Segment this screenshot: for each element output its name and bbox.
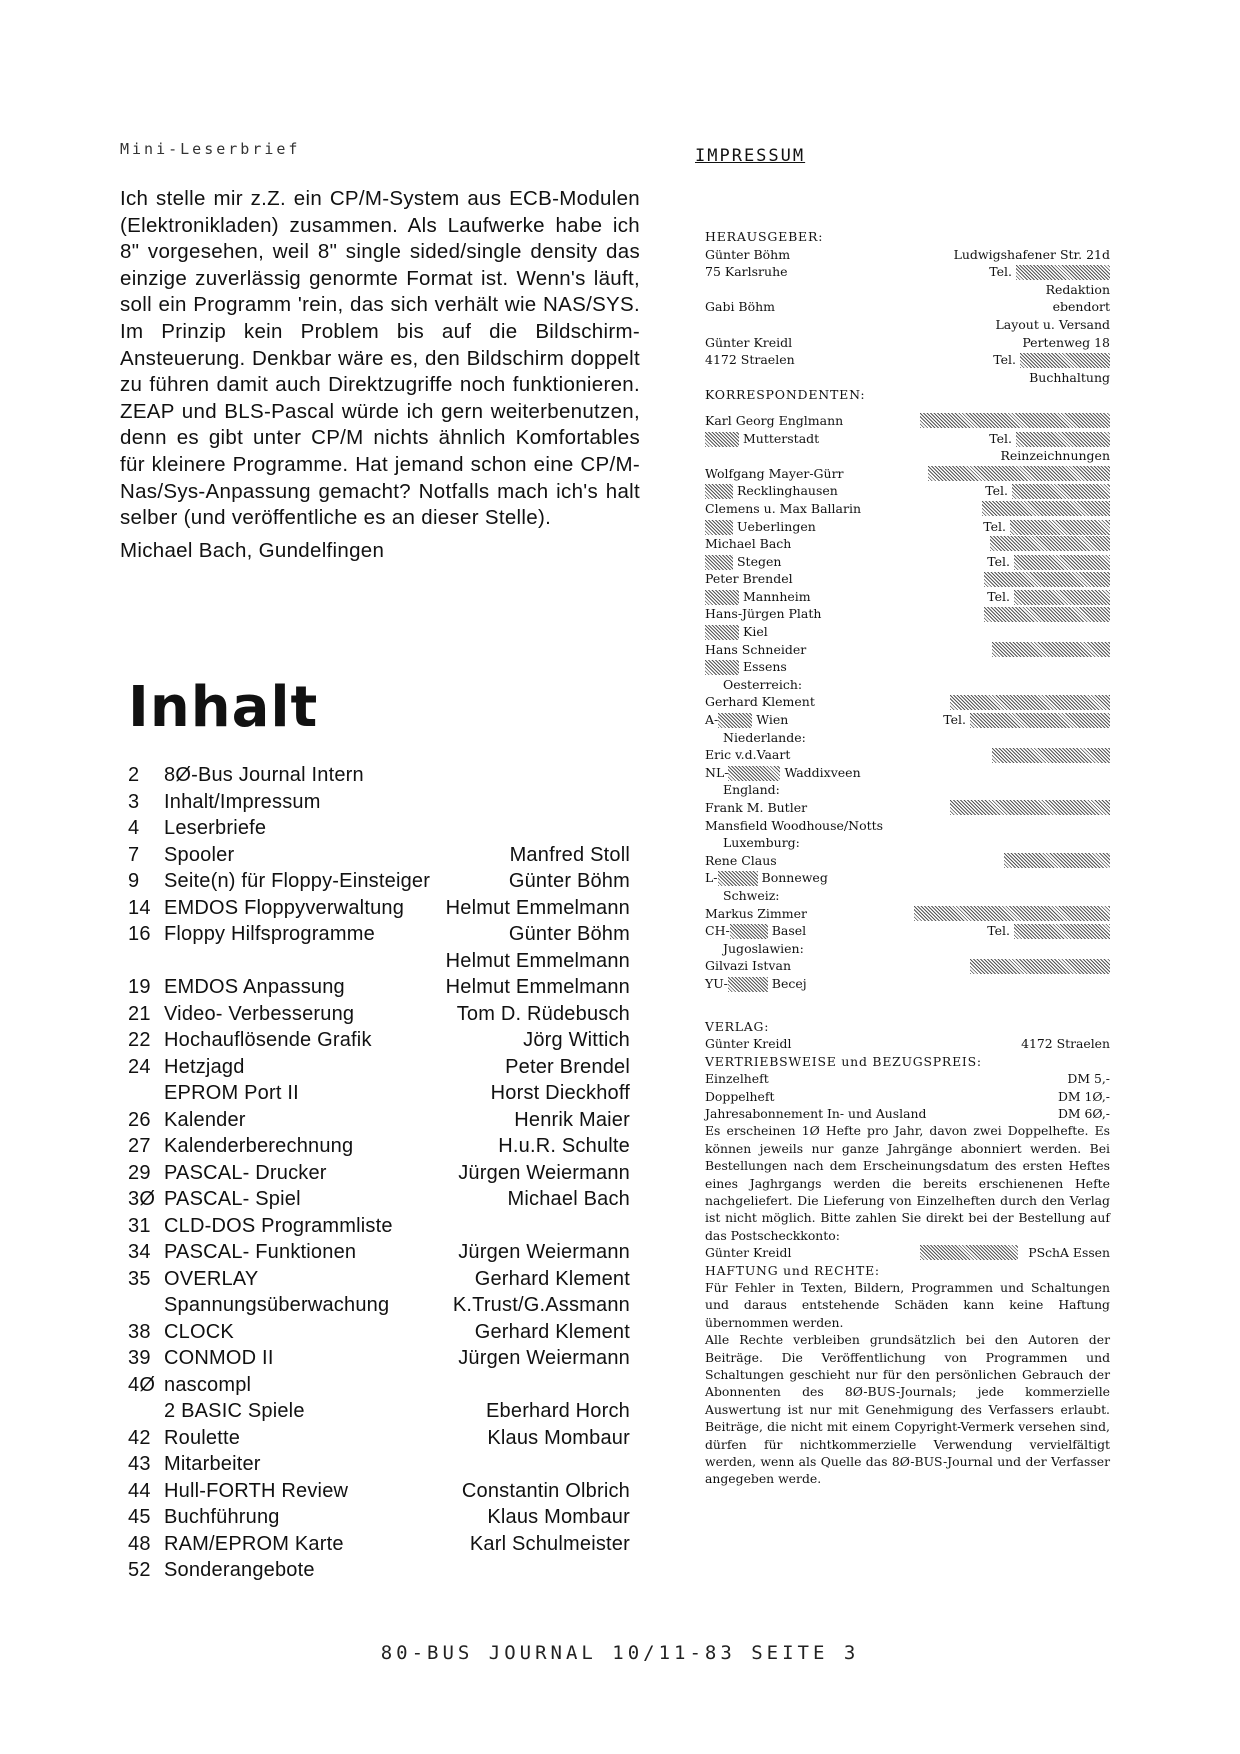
toc-page-number — [128, 1292, 164, 1319]
toc-row — [128, 1398, 630, 1425]
redacted-address — [928, 466, 1110, 481]
korr-city: Wien — [756, 712, 789, 728]
toc-author: Klaus Mombaur — [487, 1426, 630, 1449]
redacted-zip — [705, 660, 739, 675]
haftung-text: Für Fehler in Texten, Bildern, Programmen und Schaltungen und daraus entstehende Schäden kann keine Haftung übernommen werden. — [705, 1279, 1110, 1330]
toc-row — [128, 1054, 630, 1081]
rechte-text: Alle Rechte verbleiben grundsätzlich bei den Autoren der Beiträge. Die Veröffentlichung von Programmen und Schaltungen geschieht nur für den persönlichen Gebrauch der Abonnenten des 8Ø-BUS-Journals; jede kommerzielle Auswertung ist nur mit Genehmigung des Verfassers erlaubt. Beiträge, die nicht mit einem Copyright-Vermerk versehen sind, dürfen für nichtkommerzielle Verwendung vervielfältigt werden, wenn als Quelle das 8Ø-BUS-Journal und der Verfasser angegeben werde. — [705, 1332, 1110, 1487]
redacted-zip — [705, 590, 739, 605]
country-prefix: CH- — [705, 923, 730, 939]
korr-city: Mansfield Woodhouse/Notts — [705, 817, 884, 833]
toc-row — [128, 1080, 630, 1107]
korr-name: Eric v.d.Vaart — [705, 747, 791, 763]
tel-label: Tel. — [993, 352, 1017, 368]
toc-page-number: 2 — [128, 764, 140, 786]
toc-page-number: 39 — [128, 1347, 151, 1369]
toc-row — [128, 1239, 630, 1266]
toc-page-number — [128, 1398, 164, 1425]
toc-row — [128, 842, 630, 869]
price-value: DM 1Ø,- — [1057, 1088, 1110, 1104]
korr-city: Kiel — [742, 624, 768, 640]
toc-row — [128, 1213, 630, 1240]
toc-title: PASCAL- Drucker — [164, 1161, 327, 1184]
table-of-contents — [128, 762, 630, 1584]
toc-author: Peter Brendel — [505, 1055, 630, 1078]
toc-page-number: 9 — [128, 870, 140, 892]
redacted-zip — [705, 555, 733, 570]
redacted-address — [950, 800, 1110, 815]
tel-label: Tel. — [985, 483, 1009, 499]
herausgeber-address: Ludwigshafener Str. 21d — [953, 246, 1110, 262]
redacted-phone — [1016, 432, 1110, 447]
redacted-phone — [1010, 520, 1110, 535]
toc-title: CLD-DOS Programmliste — [164, 1214, 393, 1237]
toc-title: Inhalt/Impressum — [164, 790, 321, 813]
buchhaltung-city: 4172 Straelen — [705, 352, 795, 368]
korr-name: Markus Zimmer — [705, 905, 808, 921]
redacted-zip — [705, 432, 739, 447]
herausgeber-label: HERAUSGEBER: — [705, 229, 824, 244]
impressum-block — [705, 228, 1110, 993]
layout-label: Layout u. Versand — [995, 316, 1110, 332]
redacted-address — [970, 959, 1110, 974]
korr-city: Ueberlingen — [736, 518, 816, 534]
konto-bank: PSchA Essen — [1028, 1245, 1110, 1261]
toc-row — [128, 948, 630, 975]
toc-row — [128, 815, 630, 842]
toc-author: Günter Böhm — [508, 923, 630, 945]
tel-label: Tel. — [943, 712, 967, 728]
toc-author: Henrik Maier — [514, 1108, 630, 1131]
redacted-phone — [1014, 555, 1110, 570]
redacted-zip — [705, 484, 733, 499]
vertrieb-label: VERTRIEBSWEISE und BEZUGSPREIS: — [705, 1053, 982, 1069]
price-value: DM 6Ø,- — [1057, 1105, 1110, 1121]
korr-name: Hans-Jürgen Plath — [705, 606, 822, 622]
toc-title: Sonderangebote — [164, 1559, 315, 1581]
toc-title: PASCAL- Spiel — [164, 1188, 301, 1210]
toc-row — [128, 868, 630, 895]
toc-author: Constantin Olbrich — [461, 1479, 630, 1502]
toc-row — [128, 1319, 630, 1346]
korr-city: Essens — [742, 659, 787, 675]
redacted-address — [984, 572, 1110, 587]
toc-page-number: 48 — [128, 1532, 151, 1555]
korr-name: Michael Bach — [705, 536, 792, 552]
toc-page-number: 27 — [128, 1135, 151, 1157]
toc-row — [128, 1478, 630, 1505]
price-item: Jahresabonnement In- und Ausland — [705, 1105, 927, 1121]
toc-page-number: 52 — [128, 1559, 151, 1581]
country-label: Schweiz: — [723, 887, 780, 903]
toc-author: Helmut Emmelmann — [445, 896, 630, 919]
korr-city: Waddixveen — [784, 764, 861, 780]
redacted-zip — [728, 977, 768, 992]
redacted-zip — [718, 713, 752, 728]
redacted-address — [950, 695, 1110, 710]
tel-label: Tel. — [983, 518, 1007, 534]
toc-page-number: 42 — [128, 1426, 151, 1449]
toc-row — [128, 1266, 630, 1293]
toc-page-number: 16 — [128, 923, 151, 945]
toc-author: Jörg Wittich — [523, 1029, 630, 1051]
toc-row — [128, 921, 630, 948]
toc-page-number: 22 — [128, 1029, 151, 1051]
toc-title: Hetzjagd — [164, 1055, 245, 1078]
toc-author: Eberhard Horch — [486, 1400, 630, 1422]
herausgeber-name: Günter Böhm — [705, 246, 791, 262]
redacted-zip — [718, 871, 758, 886]
redaktion-name: Gabi Böhm — [705, 299, 776, 315]
toc-author: Michael Bach — [507, 1188, 630, 1210]
toc-title: EMDOS Floppyverwaltung — [164, 896, 405, 919]
korr-name: Peter Brendel — [705, 571, 793, 587]
toc-page-number — [128, 948, 164, 975]
toc-author: Gerhard Klement — [474, 1267, 630, 1290]
buchhaltung-label: Buchhaltung — [1029, 369, 1110, 385]
toc-author: Jürgen Weiermann — [458, 1241, 630, 1263]
country-label: Jugoslawien: — [723, 940, 804, 956]
toc-page-number: 19 — [128, 976, 151, 998]
toc-row — [128, 1186, 630, 1213]
redacted-address — [992, 748, 1110, 763]
letter-body: Ich stelle mir z.Z. ein CP/M-System aus ECB-Modulen (Elektronikladen) zusammen. Als Laufwerke habe ich 8" vorgesehen, weil 8" single sided/single density das einzige zuverlässig genormte Format ist. Wenn's läuft, soll ein Programm 'rein, das sich verhält wie NAS/SYS. Im Prinzip kein Problem bis auf die Bildschirm-Ansteuerung. Denkbar wäre es, den Bildschirm doppelt zu führen damit auch Direktzugriffe noch funktionieren. ZEAP und BLS-Pascal würde ich gern weiterbenutzen, denn es gibt unter CP/M nichts ähnlich Komfortables für kleinere Programme. Hat jemand schon eine CP/M-Nas/Sys-Anpassung gemacht? Notfalls mach ich's halt selber (und veröffentliche es an dieser Stelle). — [120, 187, 640, 530]
toc-title: Floppy Hilfsprogramme — [164, 923, 375, 945]
mini-leserbrief-title: Mini-Leserbrief — [120, 140, 301, 158]
redacted-address — [984, 607, 1110, 622]
toc-title: CONMOD II — [164, 1347, 274, 1369]
price-value: DM 5,- — [1067, 1071, 1110, 1087]
toc-row — [128, 1292, 630, 1319]
korr-name: Gerhard Klement — [705, 694, 815, 710]
korr-city: Mutterstadt — [742, 430, 820, 446]
toc-title: Video- Verbesserung — [164, 1002, 355, 1025]
toc-row — [128, 1027, 630, 1054]
korr-city: Mannheim — [742, 588, 811, 604]
redacted-address — [992, 642, 1110, 657]
toc-title: PASCAL- Funktionen — [164, 1241, 357, 1263]
toc-row — [128, 974, 630, 1001]
redacted-address — [920, 413, 1110, 428]
country-label: Luxemburg: — [723, 835, 800, 851]
country-label: Niederlande: — [723, 729, 806, 745]
tel-label: Tel. — [987, 588, 1011, 604]
tel-label: Tel. — [989, 430, 1013, 446]
toc-row — [128, 762, 630, 789]
korr-name: Clemens u. Max Ballarin — [705, 500, 862, 516]
toc-title: Spannungsüberwachung — [164, 1294, 390, 1316]
country-prefix: A- — [705, 712, 719, 728]
redacted-phone — [1020, 353, 1110, 368]
toc-title — [164, 948, 446, 975]
redacted-address — [982, 501, 1110, 516]
redacted-zip — [705, 520, 733, 535]
tel-label: Tel. — [989, 264, 1013, 280]
verlag-section — [705, 1018, 1110, 1488]
korr-city: Recklinghausen — [736, 483, 838, 499]
korrespondenten-label: KORRESPONDENTEN: — [705, 387, 866, 403]
toc-author: K.Trust/G.Assmann — [452, 1294, 630, 1316]
toc-page-number: 31 — [128, 1214, 151, 1237]
country-label: Oesterreich: — [723, 676, 803, 692]
toc-title: Leserbriefe — [164, 817, 267, 839]
toc-page-number: 4 — [128, 817, 140, 839]
redacted-zip — [728, 766, 780, 781]
redacted-address — [1004, 853, 1110, 868]
toc-title: Kalender — [164, 1108, 246, 1131]
toc-page-number: 24 — [128, 1055, 151, 1078]
buchhaltung-address: Pertenweg 18 — [1022, 334, 1110, 350]
toc-row — [128, 1504, 630, 1531]
redacted-phone — [1016, 265, 1110, 280]
toc-page-number: 3Ø — [128, 1188, 156, 1210]
toc-title: EMDOS Anpassung — [164, 976, 345, 998]
toc-author: Manfred Stoll — [509, 843, 630, 866]
price-item: Doppelheft — [705, 1088, 775, 1104]
ebendort-label: ebendort — [1052, 299, 1110, 315]
buchhaltung-name: Günter Kreidl — [705, 334, 793, 350]
redacted-phone — [1012, 484, 1110, 499]
page-footer: 80-BUS JOURNAL 10/11-83 SEITE 3 — [380, 1642, 860, 1664]
toc-author: Tom D. Rüdebusch — [456, 1002, 630, 1025]
korr-city: Basel — [771, 923, 807, 939]
haftung-label: HAFTUNG und RECHTE: — [705, 1262, 880, 1278]
redacted-address — [990, 536, 1110, 551]
korr-city: Becej — [771, 975, 807, 991]
reinzeichnungen-label: Reinzeichnungen — [1000, 448, 1110, 464]
redacted-address — [914, 906, 1110, 921]
toc-title: 8Ø-Bus Journal Intern — [164, 764, 364, 786]
price-item: Einzelheft — [705, 1071, 769, 1087]
korr-city: Bonneweg — [761, 870, 828, 886]
korr-name: Gilvazi Istvan — [705, 958, 791, 974]
toc-heading: Inhalt — [128, 675, 319, 740]
bezug-text: Es erscheinen 1Ø Hefte pro Jahr, davon zwei Doppelhefte. Es können jeweils nur ganze Jahrgänge abonniert werden. Bei Bestellungen nach dem Erscheinungsdatum des ersten Heftes eines Jaghrgangs werden die bereits erschienenen Hefte nachgeliefert. Die Lieferung von Einzelheften durch den Verlag ist nicht möglich. Bitte zahlen Sie direkt bei der Bestellung auf das Postscheckkonto: — [705, 1123, 1110, 1243]
redacted-phone — [1014, 590, 1110, 605]
toc-title: Hull-FORTH Review — [164, 1479, 349, 1502]
toc-author: Helmut Emmelmann — [445, 976, 630, 998]
toc-page-number: 45 — [128, 1506, 151, 1528]
toc-author: Jürgen Weiermann — [458, 1161, 630, 1184]
konto-name: Günter Kreidl — [705, 1245, 792, 1261]
toc-row — [128, 789, 630, 816]
toc-page-number: 34 — [128, 1241, 151, 1263]
toc-author: H.u.R. Schulte — [498, 1135, 630, 1157]
toc-author: Helmut Emmelmann — [445, 949, 630, 972]
korr-name: Wolfgang Mayer-Gürr — [705, 465, 844, 481]
toc-page-number: 43 — [128, 1453, 151, 1475]
toc-page-number: 21 — [128, 1002, 151, 1025]
korr-city: Stegen — [736, 553, 782, 569]
verlag-city: 4172 Straelen — [1021, 1036, 1110, 1052]
toc-row — [128, 1001, 630, 1028]
toc-title: Roulette — [164, 1426, 241, 1449]
toc-author: Günter Böhm — [508, 870, 630, 892]
toc-page-number: 3 — [128, 790, 140, 813]
redacted-phone — [1014, 924, 1110, 939]
toc-row — [128, 1160, 630, 1187]
toc-author: Karl Schulmeister — [469, 1532, 630, 1555]
redaktion-label: Redaktion — [1045, 281, 1110, 297]
redacted-zip — [730, 924, 768, 939]
toc-page-number: 38 — [128, 1320, 151, 1343]
impressum-title: IMPRESSUM — [695, 146, 806, 166]
toc-row — [128, 1531, 630, 1558]
toc-title: Buchführung — [164, 1506, 280, 1528]
toc-page-number: 35 — [128, 1267, 151, 1290]
toc-page-number: 14 — [128, 896, 151, 919]
country-prefix: NL- — [705, 764, 729, 780]
redacted-phone — [970, 713, 1110, 728]
korr-name: Karl Georg Englmann — [705, 412, 844, 428]
toc-row — [128, 1133, 630, 1160]
toc-page-number: 7 — [128, 843, 140, 866]
toc-page-number: 26 — [128, 1108, 151, 1131]
toc-title: OVERLAY — [164, 1267, 259, 1290]
verlag-label: VERLAG: — [705, 1019, 770, 1034]
verlag-name: Günter Kreidl — [705, 1036, 792, 1052]
toc-title: Mitarbeiter — [164, 1453, 261, 1475]
redacted-account — [920, 1245, 1018, 1260]
country-label: England: — [723, 782, 780, 798]
toc-title: Seite(n) für Floppy-Einsteiger — [164, 870, 431, 892]
toc-row — [128, 1107, 630, 1134]
toc-author: Jürgen Weiermann — [458, 1347, 630, 1369]
toc-row — [128, 1451, 630, 1478]
toc-row — [128, 1557, 630, 1584]
toc-author: Horst Dieckhoff — [490, 1082, 630, 1104]
herausgeber-city: 75 Karlsruhe — [705, 264, 788, 280]
toc-title: Kalenderberechnung — [164, 1135, 354, 1157]
korr-name: Hans Schneider — [705, 641, 807, 657]
country-prefix: L- — [705, 870, 718, 886]
country-prefix: YU- — [705, 975, 728, 991]
leserbrief-section — [120, 140, 640, 564]
toc-row — [128, 895, 630, 922]
toc-row — [128, 1425, 630, 1452]
toc-title: nascompl — [164, 1373, 252, 1396]
toc-title: 2 BASIC Spiele — [164, 1400, 305, 1422]
tel-label: Tel. — [987, 553, 1011, 569]
toc-row — [128, 1372, 630, 1399]
toc-author: Gerhard Klement — [474, 1320, 630, 1343]
korr-name: Rene Claus — [705, 852, 777, 868]
toc-author: Klaus Mombaur — [487, 1506, 630, 1528]
toc-title: RAM/EPROM Karte — [164, 1532, 344, 1555]
toc-row — [128, 1345, 630, 1372]
korr-name: Frank M. Butler — [705, 800, 808, 815]
toc-page-number: 44 — [128, 1479, 151, 1502]
toc-page-number — [128, 1080, 164, 1107]
toc-title: EPROM Port II — [164, 1082, 299, 1104]
toc-page-number: 29 — [128, 1161, 151, 1184]
toc-title: CLOCK — [164, 1320, 234, 1343]
redacted-zip — [705, 625, 739, 640]
letter-signature: Michael Bach, Gundelfingen — [120, 538, 385, 562]
toc-title: Spooler — [164, 843, 235, 866]
tel-label: Tel. — [987, 923, 1011, 939]
toc-page-number: 4Ø — [128, 1373, 156, 1396]
toc-title: Hochauflösende Grafik — [164, 1029, 372, 1051]
